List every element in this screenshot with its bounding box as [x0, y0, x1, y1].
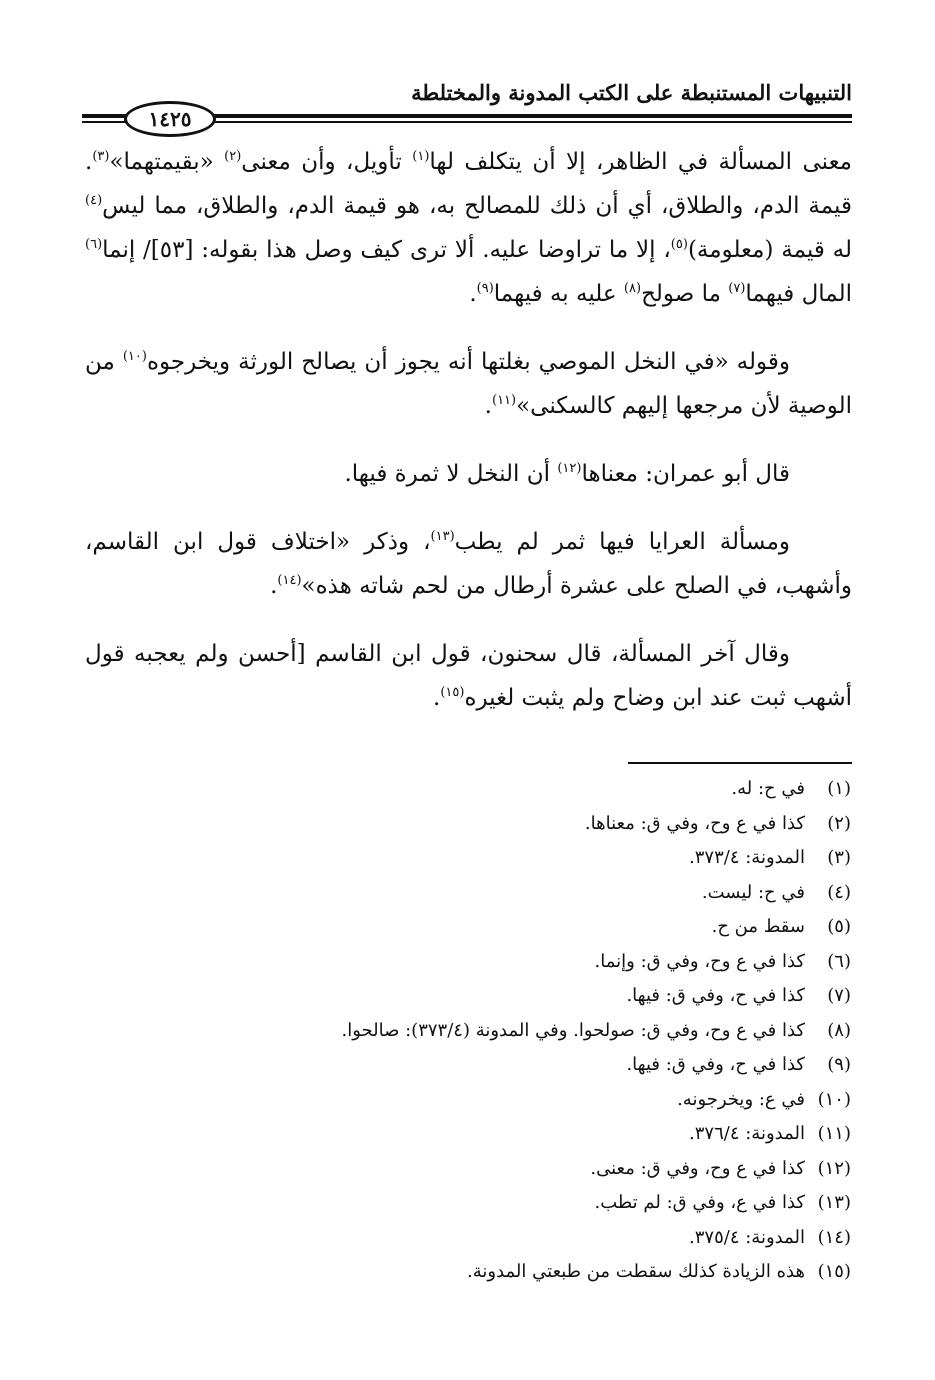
text-run: . قيمة الدم، والطلاق، أي أن ذلك للمصالح به، هو قيمة الدم، والطلاق، مما ليس [85, 149, 852, 219]
footnote-ref-13: (١٣) [430, 529, 455, 544]
paragraph-5 [85, 632, 852, 720]
footnote-12 [131, 1152, 851, 1187]
footnote-number: (٣) [827, 847, 851, 868]
footnote-ref-12: (١٢) [557, 461, 582, 476]
text-run: ما صولح [641, 281, 729, 307]
footnote-7 [131, 979, 851, 1014]
footnote-9 [131, 1048, 851, 1083]
text-run: . [270, 573, 278, 599]
footnote-6 [131, 945, 851, 980]
footnote-number: (٧) [827, 985, 851, 1006]
footnote-number: (١١) [817, 1123, 851, 1144]
text-run: عليه به فيهما [493, 281, 624, 307]
footnote-ref-14: (١٤) [277, 573, 302, 588]
footnote-text: في ع: ويخرجونه. [677, 1088, 805, 1110]
footnote-text: المدونة: ٣٧٣/٤. [689, 847, 805, 868]
footnote-11 [131, 1117, 851, 1152]
paragraph-2 [85, 340, 852, 428]
footnote-number: (١٤) [817, 1226, 851, 1248]
footnote-13 [131, 1186, 851, 1221]
footnote-text: كذا في ح، وفي ق: فيها. [626, 1054, 805, 1075]
paragraph-4 [85, 520, 852, 608]
footnote-ref-5: (٥) [670, 237, 688, 252]
text-run: . [433, 685, 441, 711]
text-run: المال فيهما [745, 281, 852, 307]
footnote-number: (٨) [827, 1019, 851, 1041]
footnote-number: (٥) [827, 916, 851, 937]
footnote-text: هذه الزيادة كذلك سقطت من طبعتي المدونة. [467, 1261, 805, 1282]
footnote-1 [131, 772, 851, 807]
footnote-ref-10: (١٠) [122, 349, 147, 364]
text-run: ، إلا ما تراوضا عليه. ألا ترى كيف وصل هذا بقوله: [٥٣]/ إنما [102, 237, 671, 263]
footnote-number: (١٢) [817, 1157, 851, 1179]
footnote-ref-8: (٨) [623, 281, 642, 296]
running-title: التنبيهات المستنبطة على الكتب المدونة والمختلطة [411, 80, 852, 105]
text-run: «بقيمتهما» [109, 149, 225, 175]
footnote-text: كذا في ع وح، وفي ق: معنى. [590, 1157, 805, 1179]
page-header [82, 80, 852, 130]
footnote-number: (٢) [827, 812, 851, 834]
footnote-ref-15: (١٥) [440, 685, 465, 700]
footnote-2 [131, 807, 851, 842]
text-run: معنى المسألة في الظاهر، إلا أن يتكلف لها [429, 149, 853, 175]
footnote-text: في ح: له. [731, 778, 805, 799]
paragraph-3 [85, 452, 852, 496]
footnote-separator [628, 762, 852, 764]
footnote-ref-9: (٩) [476, 281, 494, 296]
main-text [85, 140, 852, 744]
text-run: . [484, 393, 492, 419]
text-run: وقوله «في النخل الموصي بغلتها أنه يجوز أن يصالح الورثة ويخرجوه [146, 349, 791, 375]
page-number: ١٤٢٥ [124, 101, 216, 137]
text-run: أن النخل لا ثمرة فيها. [344, 461, 558, 487]
footnote-text: كذا في ع وح، وفي ق: معناها. [584, 812, 805, 834]
footnote-3 [131, 841, 851, 876]
footnote-ref-3: (٣) [92, 149, 110, 164]
footnote-ref-1: (١) [412, 149, 430, 164]
paragraph-1 [85, 140, 852, 316]
footnote-text: كذا في ع وح، وفي ق: صولحوا. وفي المدونة (٣٧٣/٤): صالحوا. [341, 1019, 805, 1041]
footnote-14 [131, 1221, 851, 1256]
footnote-number: (٩) [827, 1054, 851, 1075]
footnote-5 [131, 910, 851, 945]
footnote-text: كذا في ع، وفي ق: لم تطب. [594, 1192, 805, 1213]
footnote-ref-4: (٤) [85, 193, 103, 208]
footnote-text: المدونة: ٣٧٥/٤. [689, 1226, 805, 1248]
footnote-text: كذا في ح، وفي ق: فيها. [626, 985, 805, 1006]
footnotes [131, 772, 851, 1290]
text-run: وقال آخر المسألة، قال سحنون، قول ابن القاسم [أحسن ولم يعجبه قول أشهب ثبت عند ابن وضاح ولم يثبت لغيره [85, 641, 852, 711]
text-run: تأويل، وأن معنى [241, 149, 413, 175]
footnote-ref-7: (٧) [728, 281, 746, 296]
footnote-15 [131, 1255, 851, 1290]
footnote-text: كذا في ع وح، وفي ق: وإنما. [594, 950, 805, 972]
text-run: . [469, 281, 477, 307]
footnote-text: في ح: ليست. [701, 881, 805, 903]
footnote-number: (١٥) [817, 1261, 851, 1282]
footnote-ref-11: (١١) [491, 393, 517, 408]
footnote-text: المدونة: ٣٧٦/٤. [689, 1123, 805, 1144]
footnote-number: (٤) [827, 881, 851, 903]
footnote-text: سقط من ح. [711, 916, 805, 937]
footnote-8 [131, 1014, 851, 1049]
footnote-number: (١٣) [817, 1192, 851, 1213]
text-run: ومسألة العرايا فيها ثمر لم يطب [454, 529, 790, 555]
footnote-number: (١٠) [817, 1088, 851, 1110]
footnote-ref-6: (٦) [85, 237, 103, 252]
footnote-number: (١) [827, 778, 851, 799]
text-run: من الوصية لأن مرجعها إليهم كالسكنى» [85, 349, 852, 419]
footnote-10 [131, 1083, 851, 1118]
text-run: له قيمة (معلومة) [687, 237, 852, 263]
text-run: قال أبو عمران: معناها [581, 461, 790, 487]
footnote-number: (٦) [827, 950, 851, 972]
footnote-ref-2: (٢) [224, 149, 242, 164]
footnote-4 [131, 876, 851, 911]
text-run: ، وذكر «اختلاف قول ابن القاسم، وأشهب، في الصلح على عشرة أرطال من لحم شاته هذه» [85, 529, 852, 599]
